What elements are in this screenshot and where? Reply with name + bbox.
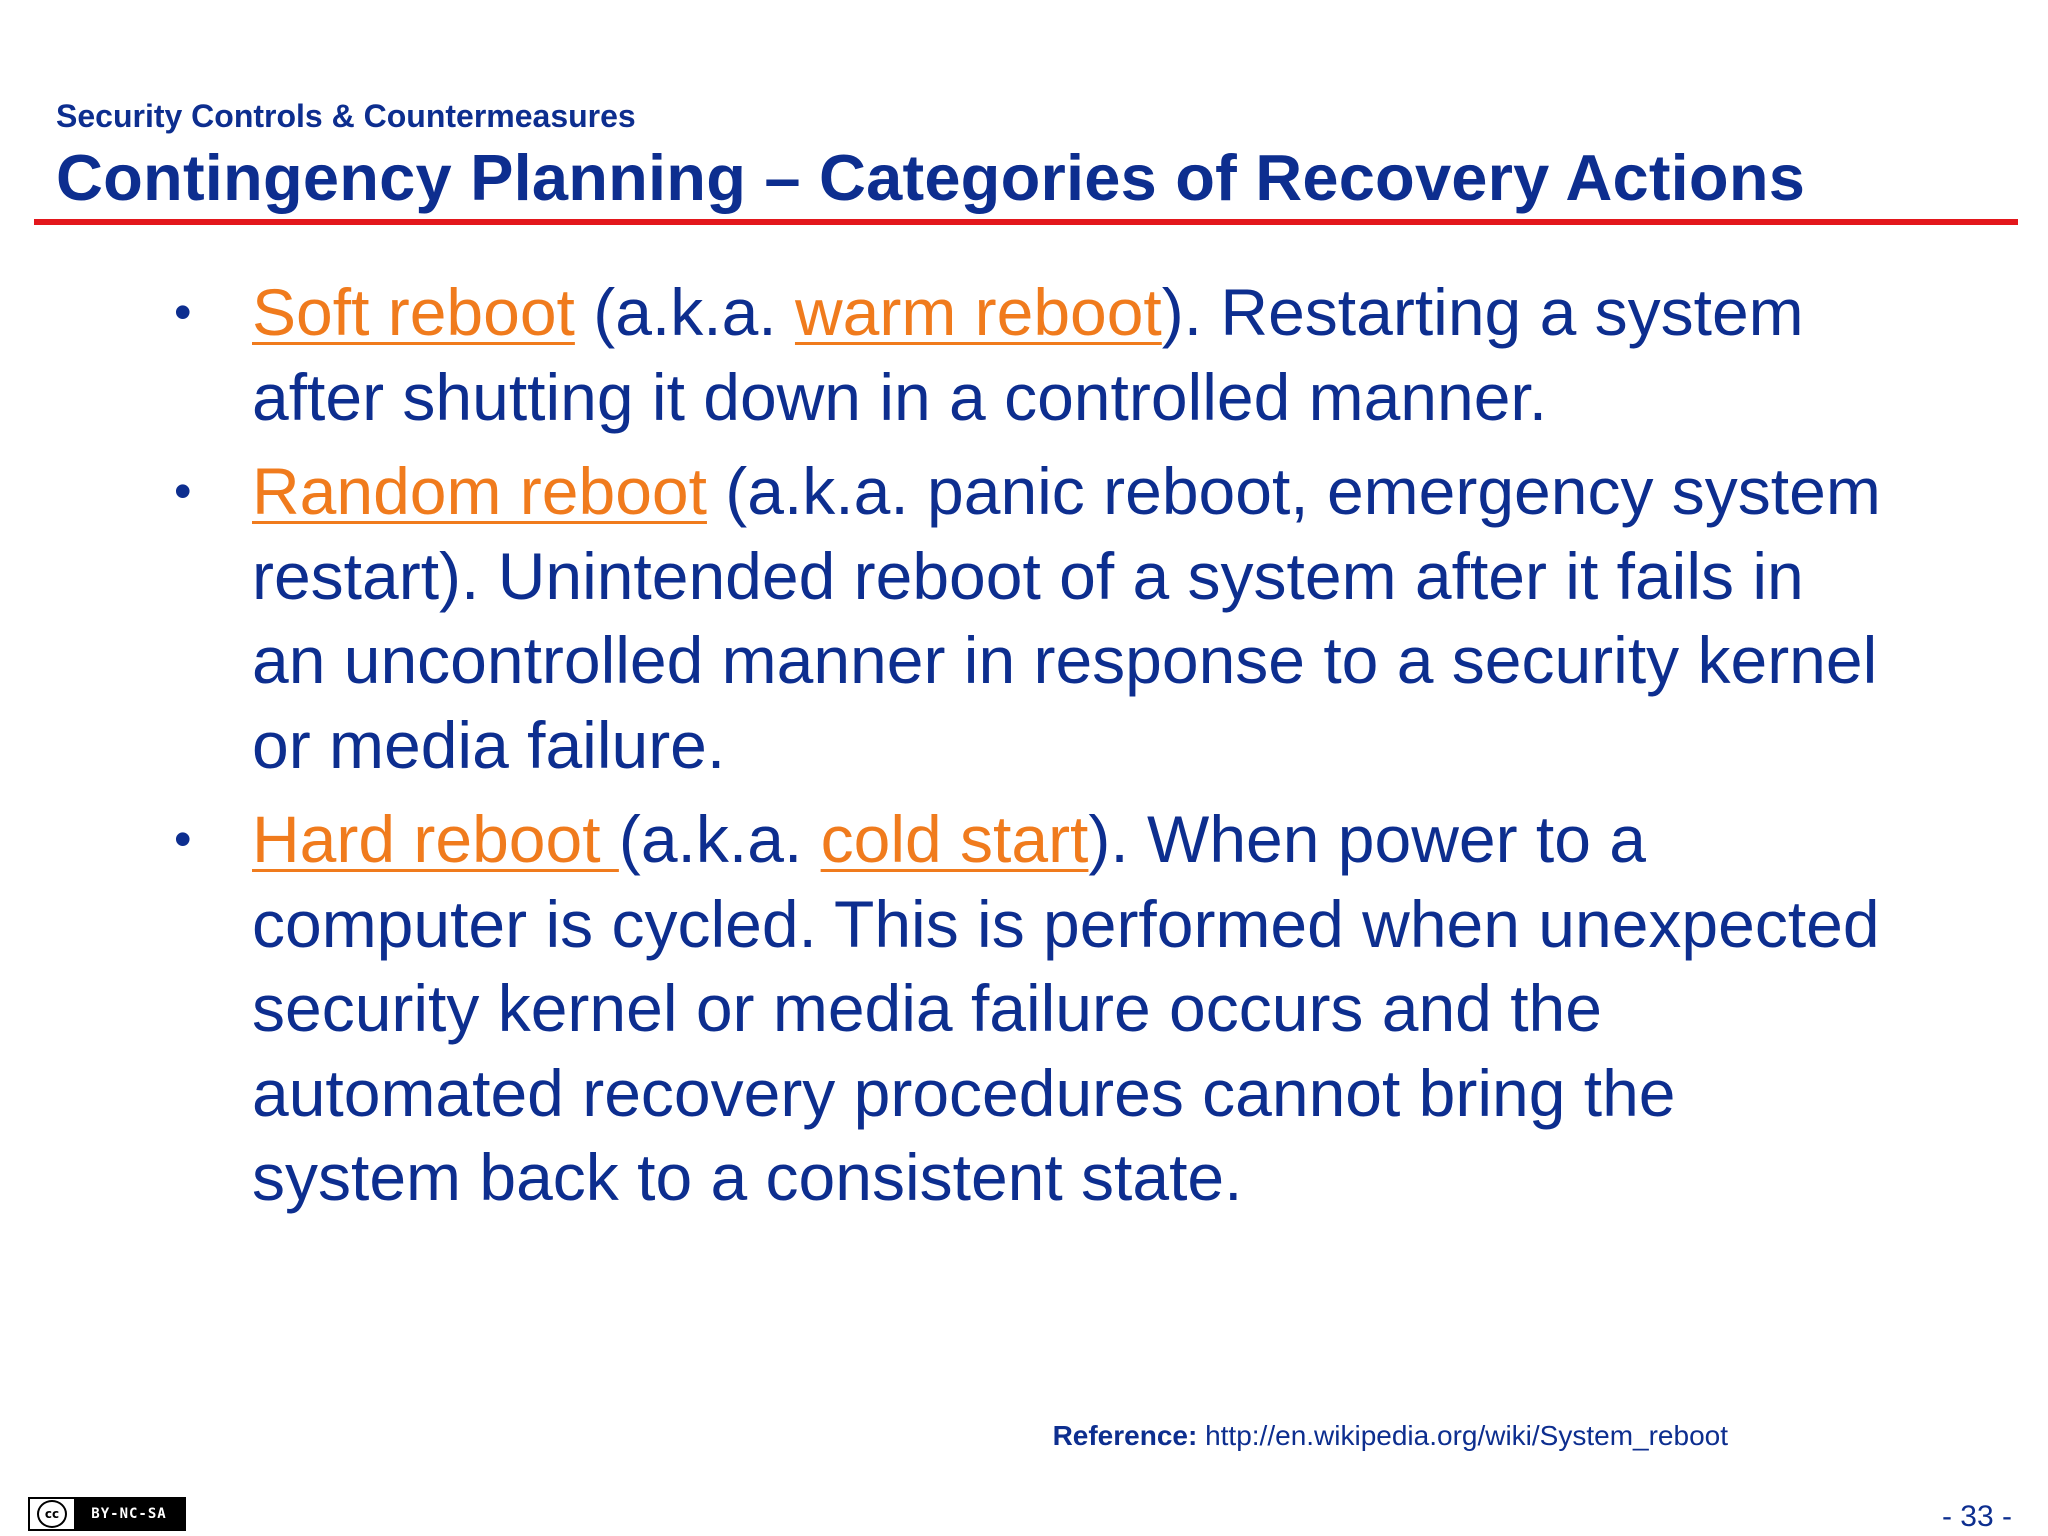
bullet-item-soft-reboot (168, 270, 1888, 439)
term-link-random-reboot[interactable]: Random reboot (252, 454, 707, 528)
term-link-warm-reboot[interactable]: warm reboot (794, 275, 1162, 349)
reference-url[interactable]: http://en.wikipedia.org/wiki/System_reboot (1197, 1420, 1728, 1451)
title-divider (34, 219, 2018, 225)
creative-commons-badge[interactable] (28, 1497, 186, 1531)
cc-symbol: cc (37, 1500, 67, 1528)
reference-label: Reference: (1052, 1420, 1198, 1451)
bullet-item-random-reboot (168, 449, 1888, 787)
slide-title: Contingency Planning – Categories of Recovery Actions (56, 141, 1806, 214)
bullet-description: ). Restarting a system after shutting it down in a controlled manner. (252, 275, 1804, 434)
cc-license-label: BY-NC-SA (74, 1499, 184, 1529)
page-number: - 33 - (1941, 1500, 2012, 1533)
bullet-list (168, 270, 1888, 1230)
section-subtitle: Security Controls & Countermeasures (56, 98, 636, 134)
aka-prefix: (a.k.a. (618, 802, 821, 876)
reference-note (1053, 1420, 1728, 1452)
bullet-dot-icon: • (174, 284, 192, 340)
aka-prefix: (a.k.a. (574, 275, 795, 349)
bullet-description: (a.k.a. panic reboot, emergency system restart). Unintended reboot of a system after it fails in an uncontrolled manner in response to a security kernel or media failure. (252, 454, 1881, 782)
bullet-item-hard-reboot (168, 797, 1888, 1220)
term-link-cold-start[interactable]: cold start (820, 802, 1089, 876)
bullet-dot-icon: • (174, 463, 192, 519)
bullet-dot-icon: • (174, 811, 192, 867)
cc-logo-icon (30, 1499, 74, 1529)
term-link-hard-reboot[interactable]: Hard reboot (252, 802, 619, 876)
bullet-description: ). When power to a computer is cycled. This is performed when unexpected security kernel or media failure occurs and the automated recovery procedures cannot bring the system back to a consistent state. (252, 802, 1880, 1214)
term-link-soft-reboot[interactable]: Soft reboot (252, 275, 575, 349)
